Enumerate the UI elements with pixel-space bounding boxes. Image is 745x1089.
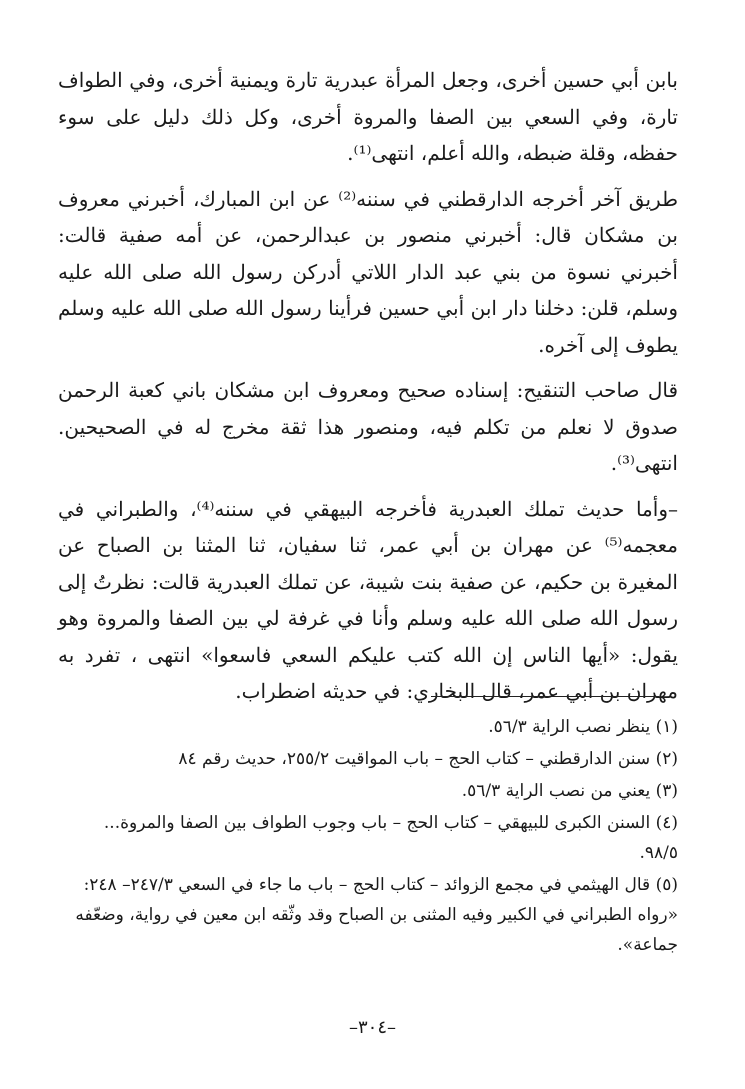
footnote-5: (٥) قال الهيثمي في مجمع الزوائد – كتاب الحج – باب ما جاء في السعي ٢٤٧/٣– ٢٤٨: «رواه الطبراني في الكبير وفيه المثنى بن الصباح وقد وثّقه ابن معين في رواية، وضعّفه جماعة».: [75, 875, 678, 955]
body-paragraph-3: قال صاحب التنقيح: إسناده صحيح ومعروف ابن مشكان باني كعبة الرحمن صدوق لا نعلم من تكلم فيه، ومنصور هذا ثقة مخرج له في الصحيحين. انتهى⁽³⁾.: [58, 378, 678, 475]
body-paragraph-1: بابن أبي حسين أخرى، وجعل المرأة عبدرية تارة ويمنية أخرى، وفي الطواف تارة، وفي السعي بين الصفا والمروة أخرى، وكل ذلك دليل على سوء حفظه، وقلة ضبطه، والله أعلم، انتهى⁽¹⁾.: [58, 68, 678, 165]
footnote-4: (٤) السنن الكبرى للبيهقي – كتاب الحج – باب وجوب الطواف بين الصفا والمروة... ٩٨/٥.: [103, 813, 678, 863]
page-number: –٣٠٤–: [348, 1017, 396, 1038]
body-paragraph-4: –وأما حديث تملك العبدرية فأخرجه البيهقي في سننه⁽⁴⁾، والطبراني في معجمه⁽⁵⁾ عن مهران بن أبي عمر، ثنا سفيان، ثنا المثنا بن الصباح عن المغيرة بن حكيم، عن صفية بنت شيبة، عن تملك العبدرية قالت: نظرتُ إلى رسول الله صلى الله عليه وسلم وأنا في غرفة لي بين الصفا والمروة وهو يقول: «أيها الناس إن الله كتب عليكم السعي فاسعوا» انتهى ، تفرد به مهران بن أبي عمر، قال البخاري: في حديثه اضطراب.: [58, 496, 678, 703]
footnotes: [60, 712, 678, 962]
body-paragraph-2: طريق آخر أخرجه الدارقطني في سننه⁽²⁾ عن ابن المبارك، أخبرني معروف بن مشكان قال: أخبرني منصور بن عبدالرحمن، عن أمه صفية قالت: أخبرني نسوة من بني عبد الدار اللاتي أدركن رسول الله صلى الله عليه وسلم، قلن: دخلنا دار ابن أبي حسين فرأينا رسول الله صلى الله عليه وسلم يطوف إلى آخره.: [58, 186, 678, 357]
footnote-divider: [431, 696, 659, 697]
footnote-1: (١) ينظر نصب الراية ٥٦/٣.: [488, 717, 678, 737]
footnote-3: (٣) يعني من نصب الراية ٥٦/٣.: [461, 781, 678, 801]
main-text: [58, 62, 678, 719]
footnote-2: (٢) سنن الدارقطني – كتاب الحج – باب المواقيت ٢٥٥/٢، حديث رقم ٨٤: [178, 749, 678, 769]
